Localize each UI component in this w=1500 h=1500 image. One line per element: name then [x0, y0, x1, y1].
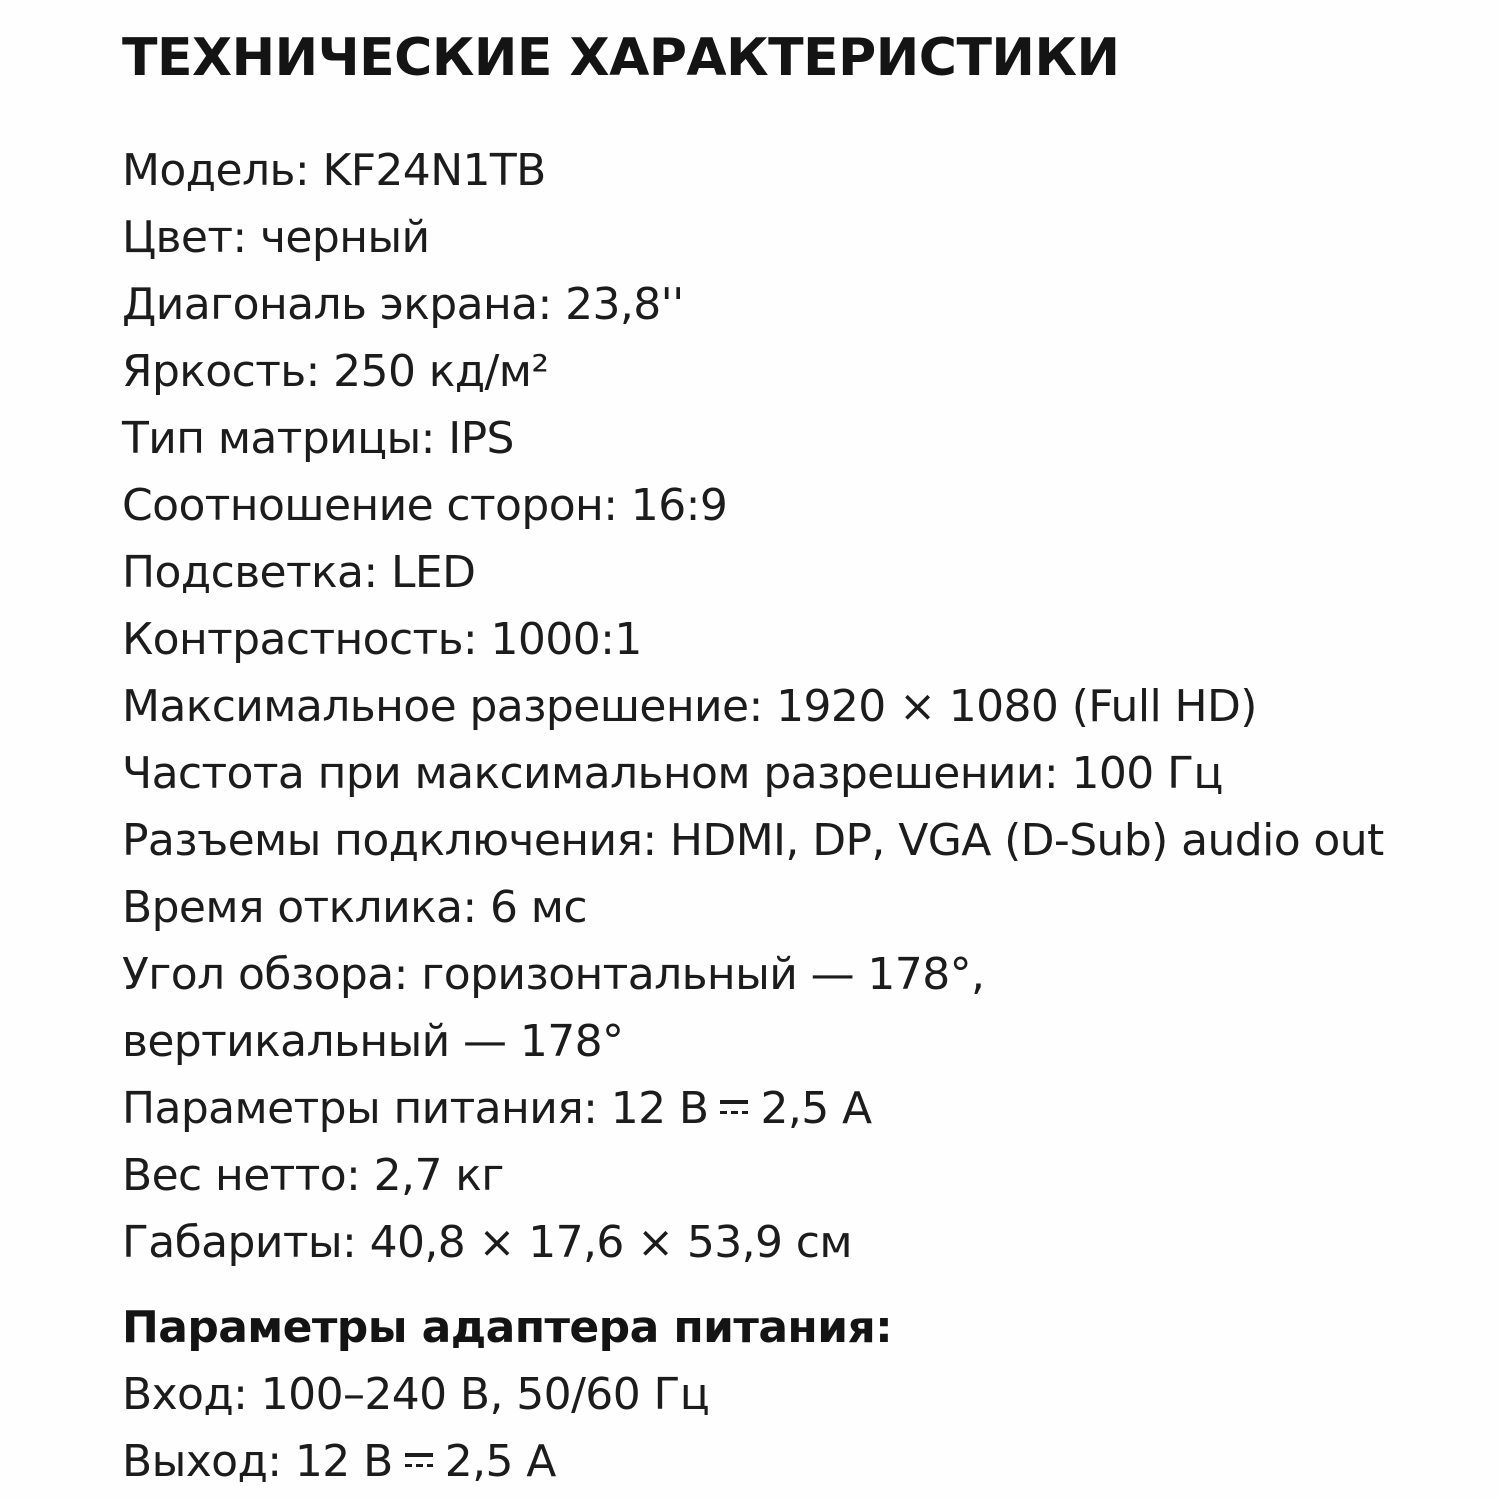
spec-line-net-weight: Вес нетто: 2,7 кг [122, 1150, 504, 1202]
adapter-output-suffix: 2,5 А [444, 1436, 556, 1488]
adapter-output-prefix: Выход: 12 В [122, 1436, 393, 1488]
spec-line-panel-type: Тип матрицы: IPS [122, 413, 514, 465]
page-title: ТЕХНИЧЕСКИЕ ХАРАКТЕРИСТИКИ [122, 28, 1120, 88]
spec-line-color: Цвет: черный [122, 212, 430, 264]
adapter-output-line [122, 1428, 1460, 1495]
power-suffix: 2,5 А [760, 1083, 872, 1135]
adapter-input-line: Вход: 100–240 В, 50/60 Гц [122, 1369, 710, 1421]
dc-current-icon [720, 1100, 748, 1114]
adapter-section [122, 1294, 1460, 1495]
spec-line-response-time: Время отклика: 6 мс [122, 882, 587, 934]
power-prefix: Параметры питания: 12 В [122, 1083, 709, 1135]
spec-list [122, 137, 1460, 1276]
spec-line-model: Модель: KF24N1TB [122, 145, 546, 197]
spec-line-aspect-ratio: Соотношение сторон: 16:9 [122, 480, 728, 532]
spec-line-viewing-angle: Угол обзора: горизонтальный — 178°, [122, 949, 985, 1001]
spec-line-backlight: Подсветка: LED [122, 547, 476, 599]
adapter-heading: Параметры адаптера питания: [122, 1302, 893, 1354]
spec-line-brightness: Яркость: 250 кд/м² [122, 346, 549, 398]
spec-line-diagonal: Диагональ экрана: 23,8'' [122, 279, 684, 331]
spec-line-dimensions: Габариты: 40,8 × 17,6 × 53,9 см [122, 1217, 852, 1269]
spec-line-viewing-angle-wrap: вертикальный — 178° [122, 1016, 624, 1068]
spec-line-contrast: Контрастность: 1000:1 [122, 614, 642, 666]
dc-current-icon [405, 1453, 433, 1467]
spec-line-resolution: Максимальное разрешение: 1920 × 1080 (Full HD) [122, 681, 1257, 733]
spec-line-connectors: Разъемы подключения: HDMI, DP, VGA (D-Sub) audio out [122, 815, 1384, 867]
spec-line-refresh-rate: Частота при максимальном разрешении: 100 Гц [122, 748, 1223, 800]
spec-line-power [122, 1075, 1460, 1142]
